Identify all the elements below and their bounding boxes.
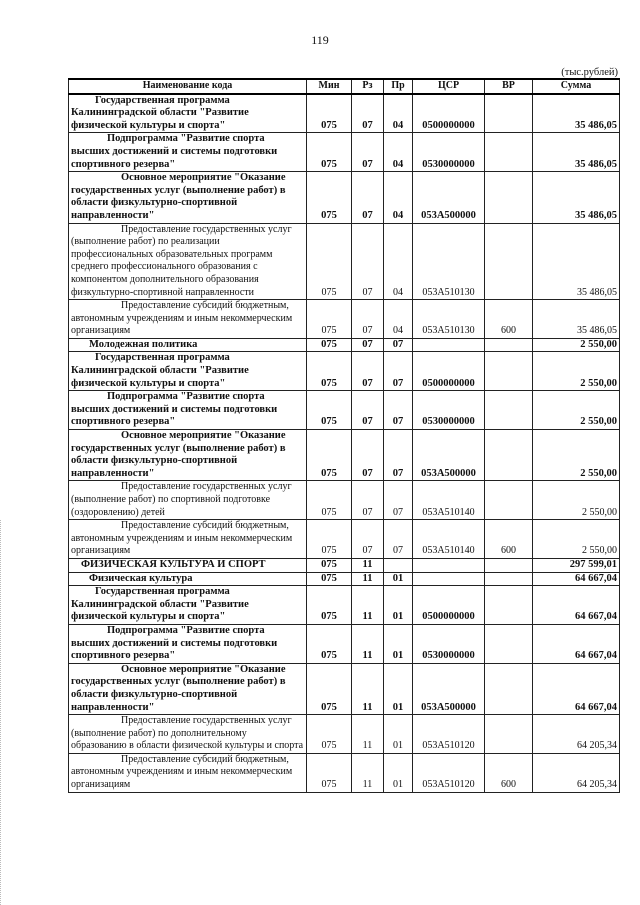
cell-min: 075	[307, 300, 352, 339]
cell-name: Предоставление государственных услуг (выполнение работ) по реализации профессиональных образовательных программ среднего профессионального образования с компонентом дополнительного образования физкультурно-спортивной направленности	[69, 223, 307, 300]
table-row	[69, 586, 620, 625]
cell-vr: 600	[485, 300, 533, 339]
cell-name: Предоставление субсидий бюджетным, автономным учреждениям и иным некоммерческим организациям	[69, 520, 307, 559]
cell-name: ФИЗИЧЕСКАЯ КУЛЬТУРА И СПОРТ	[69, 558, 307, 572]
cell-rz: 07	[352, 430, 384, 481]
cell-name: Предоставление субсидий бюджетным, автономным учреждениям и иным некоммерческим организациям	[69, 300, 307, 339]
cell-vr	[485, 715, 533, 754]
cell-csr: 0500000000	[413, 94, 485, 133]
cell-rz: 07	[352, 352, 384, 391]
table-row	[69, 753, 620, 792]
cell-min: 075	[307, 172, 352, 223]
cell-rz: 11	[352, 753, 384, 792]
cell-vr	[485, 558, 533, 572]
cell-rz: 07	[352, 223, 384, 300]
col-header-min: Мин	[307, 79, 352, 94]
cell-name: Предоставление государственных услуг (выполнение работ) по дополнительному образованию в области физической культуры и спорта	[69, 715, 307, 754]
table-row	[69, 520, 620, 559]
cell-min: 075	[307, 338, 352, 352]
cell-sum: 297 599,01	[533, 558, 620, 572]
cell-rz: 07	[352, 172, 384, 223]
cell-vr	[485, 133, 533, 172]
table-row	[69, 133, 620, 172]
cell-pr: 07	[384, 391, 413, 430]
cell-min: 075	[307, 753, 352, 792]
table-row	[69, 624, 620, 663]
cell-name: Физическая культура	[69, 572, 307, 586]
cell-rz: 07	[352, 520, 384, 559]
cell-min: 075	[307, 430, 352, 481]
cell-rz: 07	[352, 481, 384, 520]
cell-vr	[485, 94, 533, 133]
cell-min: 075	[307, 481, 352, 520]
cell-name: Государственная программа Калининградской области "Развитие физической культуры и спорта"	[69, 94, 307, 133]
cell-pr: 04	[384, 223, 413, 300]
cell-vr	[485, 586, 533, 625]
cell-min: 075	[307, 572, 352, 586]
budget-table	[68, 78, 620, 793]
cell-rz: 11	[352, 624, 384, 663]
cell-pr: 04	[384, 133, 413, 172]
cell-sum: 35 486,05	[533, 172, 620, 223]
cell-rz: 11	[352, 558, 384, 572]
cell-vr	[485, 172, 533, 223]
cell-vr	[485, 481, 533, 520]
cell-csr: 053А510140	[413, 481, 485, 520]
table-row	[69, 391, 620, 430]
cell-csr: 053А500000	[413, 430, 485, 481]
col-header-csr: ЦСР	[413, 79, 485, 94]
cell-csr	[413, 558, 485, 572]
cell-sum: 35 486,05	[533, 94, 620, 133]
table-row	[69, 558, 620, 572]
cell-name: Предоставление субсидий бюджетным, автономным учреждениям и иным некоммерческим организациям	[69, 753, 307, 792]
cell-pr: 04	[384, 172, 413, 223]
table-row	[69, 94, 620, 133]
cell-vr: 600	[485, 520, 533, 559]
col-header-sum: Сумма	[533, 79, 620, 94]
cell-pr: 01	[384, 715, 413, 754]
table-row	[69, 663, 620, 714]
cell-sum: 2 550,00	[533, 520, 620, 559]
cell-pr: 04	[384, 94, 413, 133]
cell-min: 075	[307, 586, 352, 625]
cell-vr	[485, 624, 533, 663]
cell-csr: 053А510120	[413, 715, 485, 754]
cell-pr: 07	[384, 520, 413, 559]
cell-csr: 0500000000	[413, 352, 485, 391]
cell-sum: 64 667,04	[533, 586, 620, 625]
cell-min: 075	[307, 624, 352, 663]
cell-pr: 07	[384, 338, 413, 352]
cell-pr: 04	[384, 300, 413, 339]
cell-pr: 01	[384, 572, 413, 586]
cell-csr: 0530000000	[413, 391, 485, 430]
cell-vr	[485, 338, 533, 352]
units-label: (тыс.рублей)	[561, 67, 618, 78]
cell-vr	[485, 663, 533, 714]
cell-vr	[485, 352, 533, 391]
cell-csr: 053А510140	[413, 520, 485, 559]
cell-sum: 2 550,00	[533, 391, 620, 430]
cell-pr	[384, 558, 413, 572]
table-row	[69, 430, 620, 481]
cell-pr: 07	[384, 481, 413, 520]
cell-sum: 2 550,00	[533, 430, 620, 481]
cell-rz: 07	[352, 133, 384, 172]
table-row	[69, 572, 620, 586]
cell-pr: 01	[384, 624, 413, 663]
cell-vr	[485, 430, 533, 481]
cell-csr	[413, 572, 485, 586]
cell-sum: 35 486,05	[533, 300, 620, 339]
cell-pr: 01	[384, 663, 413, 714]
cell-sum: 2 550,00	[533, 338, 620, 352]
cell-pr: 07	[384, 430, 413, 481]
cell-sum: 2 550,00	[533, 352, 620, 391]
table-row	[69, 172, 620, 223]
cell-name: Основное мероприятие "Оказание государственных услуг (выполнение работ) в области физкультурно-спортивной направленности"	[69, 430, 307, 481]
cell-rz: 07	[352, 300, 384, 339]
cell-csr	[413, 338, 485, 352]
table-row	[69, 338, 620, 352]
cell-min: 075	[307, 352, 352, 391]
page-number: 119	[311, 33, 329, 47]
cell-name: Молодежная политика	[69, 338, 307, 352]
cell-name: Подпрограмма "Развитие спорта высших достижений и системы подготовки спортивного резерва"	[69, 133, 307, 172]
cell-min: 075	[307, 663, 352, 714]
cell-name: Государственная программа Калининградской области "Развитие физической культуры и спорта"	[69, 586, 307, 625]
cell-csr: 053А500000	[413, 172, 485, 223]
table-header-row	[69, 79, 620, 94]
col-header-name: Наименование кода	[69, 79, 307, 94]
cell-sum: 64 667,04	[533, 624, 620, 663]
cell-csr: 0500000000	[413, 586, 485, 625]
table-row	[69, 300, 620, 339]
cell-name: Подпрограмма "Развитие спорта высших достижений и системы подготовки спортивного резерва"	[69, 624, 307, 663]
cell-name: Государственная программа Калининградской области "Развитие физической культуры и спорта"	[69, 352, 307, 391]
cell-pr: 07	[384, 352, 413, 391]
cell-min: 075	[307, 520, 352, 559]
table-row	[69, 223, 620, 300]
cell-rz: 11	[352, 715, 384, 754]
cell-name: Предоставление государственных услуг (выполнение работ) по спортивной подготовке (оздоровлению) детей	[69, 481, 307, 520]
table-row	[69, 352, 620, 391]
cell-min: 075	[307, 223, 352, 300]
scan-margin-marks	[0, 520, 4, 905]
cell-sum: 64 205,34	[533, 753, 620, 792]
cell-name: Основное мероприятие "Оказание государственных услуг (выполнение работ) в области физкультурно-спортивной направленности"	[69, 663, 307, 714]
cell-sum: 35 486,05	[533, 133, 620, 172]
cell-pr: 01	[384, 753, 413, 792]
cell-csr: 053А510130	[413, 300, 485, 339]
cell-csr: 0530000000	[413, 624, 485, 663]
cell-rz: 07	[352, 338, 384, 352]
cell-min: 075	[307, 715, 352, 754]
col-header-pr: Пр	[384, 79, 413, 94]
cell-rz: 07	[352, 94, 384, 133]
cell-rz: 11	[352, 572, 384, 586]
cell-csr: 053А510130	[413, 223, 485, 300]
col-header-vr: ВР	[485, 79, 533, 94]
cell-pr: 01	[384, 586, 413, 625]
cell-min: 075	[307, 391, 352, 430]
table-row	[69, 715, 620, 754]
cell-csr: 053А510120	[413, 753, 485, 792]
cell-csr: 053А500000	[413, 663, 485, 714]
cell-rz: 11	[352, 663, 384, 714]
cell-min: 075	[307, 94, 352, 133]
cell-vr	[485, 223, 533, 300]
cell-sum: 64 205,34	[533, 715, 620, 754]
cell-sum: 2 550,00	[533, 481, 620, 520]
cell-sum: 64 667,04	[533, 663, 620, 714]
table-row	[69, 481, 620, 520]
cell-vr: 600	[485, 753, 533, 792]
cell-sum: 64 667,04	[533, 572, 620, 586]
cell-sum: 35 486,05	[533, 223, 620, 300]
cell-rz: 07	[352, 391, 384, 430]
cell-vr	[485, 391, 533, 430]
cell-min: 075	[307, 558, 352, 572]
cell-name: Подпрограмма "Развитие спорта высших достижений и системы подготовки спортивного резерва"	[69, 391, 307, 430]
cell-min: 075	[307, 133, 352, 172]
col-header-rz: Рз	[352, 79, 384, 94]
cell-name: Основное мероприятие "Оказание государственных услуг (выполнение работ) в области физкультурно-спортивной направленности"	[69, 172, 307, 223]
cell-rz: 11	[352, 586, 384, 625]
cell-csr: 0530000000	[413, 133, 485, 172]
cell-vr	[485, 572, 533, 586]
